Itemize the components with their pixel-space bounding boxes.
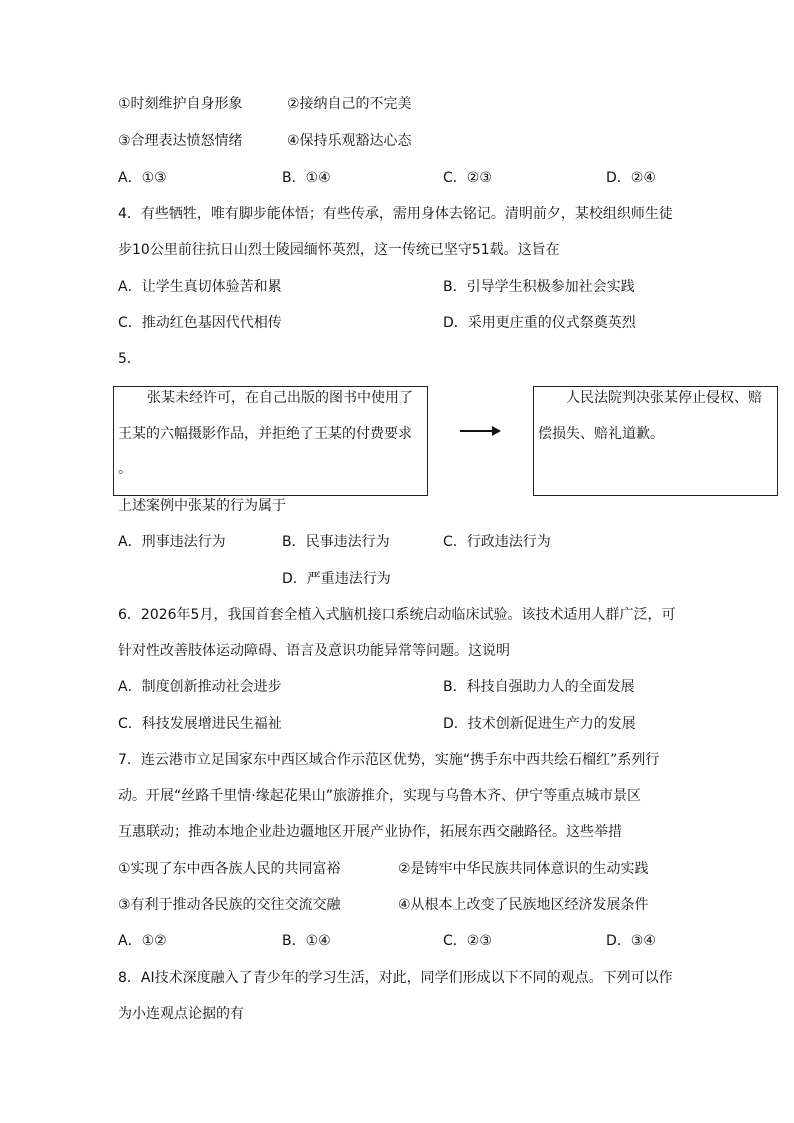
q3-option-4: ④保持乐观豁达心态 — [287, 133, 412, 149]
q3-option-1: ①时刻维护自身形象 — [118, 96, 243, 112]
q5-choice-d[interactable]: D．严重违法行为 — [282, 571, 391, 587]
q7-option-2: ②是铸牢中华民族共同体意识的生动实践 — [398, 861, 649, 877]
q7-stem-line1: 7．连云港市立足国家东中西区域合作示范区优势，实施“携手东中西共绘石榴红”系列行 — [118, 752, 660, 768]
q5-number: 5． — [118, 351, 141, 367]
q6-choice-b[interactable]: B．科技自强助力人的全面发展 — [443, 679, 635, 695]
q3-option-3: ③合理表达愤怒情绪 — [118, 133, 243, 149]
q7-choice-a[interactable]: A．①② — [118, 933, 167, 949]
q4-stem-line2: 步10公里前往抗日山烈士陵园缅怀英烈，这一传统已坚守51载。这旨在 — [118, 242, 560, 258]
q5-verdict-line1: 人民法院判决张某停止侵权、赔 — [566, 390, 762, 406]
q7-stem-line3: 互惠联动；推动本地企业赴边疆地区开展产业协作，拓展东西交融路径。这些举措 — [118, 824, 622, 840]
q5-choice-a[interactable]: A．刑事违法行为 — [118, 534, 226, 550]
q4-choice-b[interactable]: B．引导学生积极参加社会实践 — [443, 279, 635, 295]
q8-stem-line2: 为小连观点论据的有 — [118, 1006, 244, 1022]
q4-choice-d[interactable]: D．采用更庄重的仪式祭奠英烈 — [443, 315, 636, 331]
q4-choice-c[interactable]: C．推动红色基因代代相传 — [118, 315, 282, 331]
q3-choice-c[interactable]: C．②③ — [443, 170, 492, 186]
q7-choice-b[interactable]: B．①④ — [282, 933, 331, 949]
q5-choice-b[interactable]: B．民事违法行为 — [282, 534, 390, 550]
q7-choice-c[interactable]: C．②③ — [443, 933, 492, 949]
q5-verdict-box — [533, 386, 778, 496]
q7-choice-d[interactable]: D．③④ — [606, 933, 656, 949]
q6-stem-line2: 针对性改善肢体运动障碍、语言及意识功能异常等问题。这说明 — [118, 643, 510, 659]
q5-choice-c[interactable]: C．行政违法行为 — [443, 534, 551, 550]
q5-case-box — [113, 386, 428, 496]
q3-option-2: ②接纳自己的不完美 — [287, 96, 412, 112]
q7-option-1: ①实现了东中西各族人民的共同富裕 — [118, 861, 341, 877]
q7-stem-line2: 动。开展“丝路千里情·缘起花果山”旅游推介，实现与乌鲁木齐、伊宁等重点城市景区 — [118, 788, 641, 804]
q6-choice-a[interactable]: A．制度创新推动社会进步 — [118, 679, 282, 695]
q7-option-3: ③有利于推动各民族的交往交流交融 — [118, 897, 341, 913]
q6-stem-line1: 6．2026年5月，我国首套全植入式脑机接口系统启动临床试验。该技术适用人群广泛，可 — [118, 607, 676, 623]
q6-choice-d[interactable]: D．技术创新促进生产力的发展 — [443, 716, 636, 732]
q3-choice-d[interactable]: D．②④ — [606, 170, 656, 186]
q3-choice-b[interactable]: B．①④ — [282, 170, 331, 186]
q5-case-line1: 张某未经许可，在自己出版的图书中使用了 — [147, 390, 413, 406]
right-arrow-icon — [458, 423, 502, 439]
q4-stem-line1: 4．有些牺牲，唯有脚步能体悟；有些传承，需用身体去铭记。清明前夕，某校组织师生徒 — [118, 206, 673, 222]
q5-verdict-line2: 偿损失、赔礼道歉。 — [538, 426, 664, 442]
q5-case-line2: 王某的六幅摄影作品，并拒绝了王某的付费要求 — [118, 426, 412, 442]
q7-option-4: ④从根本上改变了民族地区经济发展条件 — [398, 897, 649, 913]
q6-choice-c[interactable]: C．科技发展增进民生福祉 — [118, 716, 282, 732]
q8-stem-line1: 8．AI技术深度融入了青少年的学习生活，对此，同学们形成以下不同的观点。下列可以作 — [118, 970, 673, 986]
q5-question: 上述案例中张某的行为属于 — [118, 498, 286, 514]
q4-choice-a[interactable]: A．让学生真切体验苦和累 — [118, 279, 282, 295]
q3-choice-a[interactable]: A．①③ — [118, 170, 167, 186]
q5-case-line3: 。 — [118, 461, 132, 477]
